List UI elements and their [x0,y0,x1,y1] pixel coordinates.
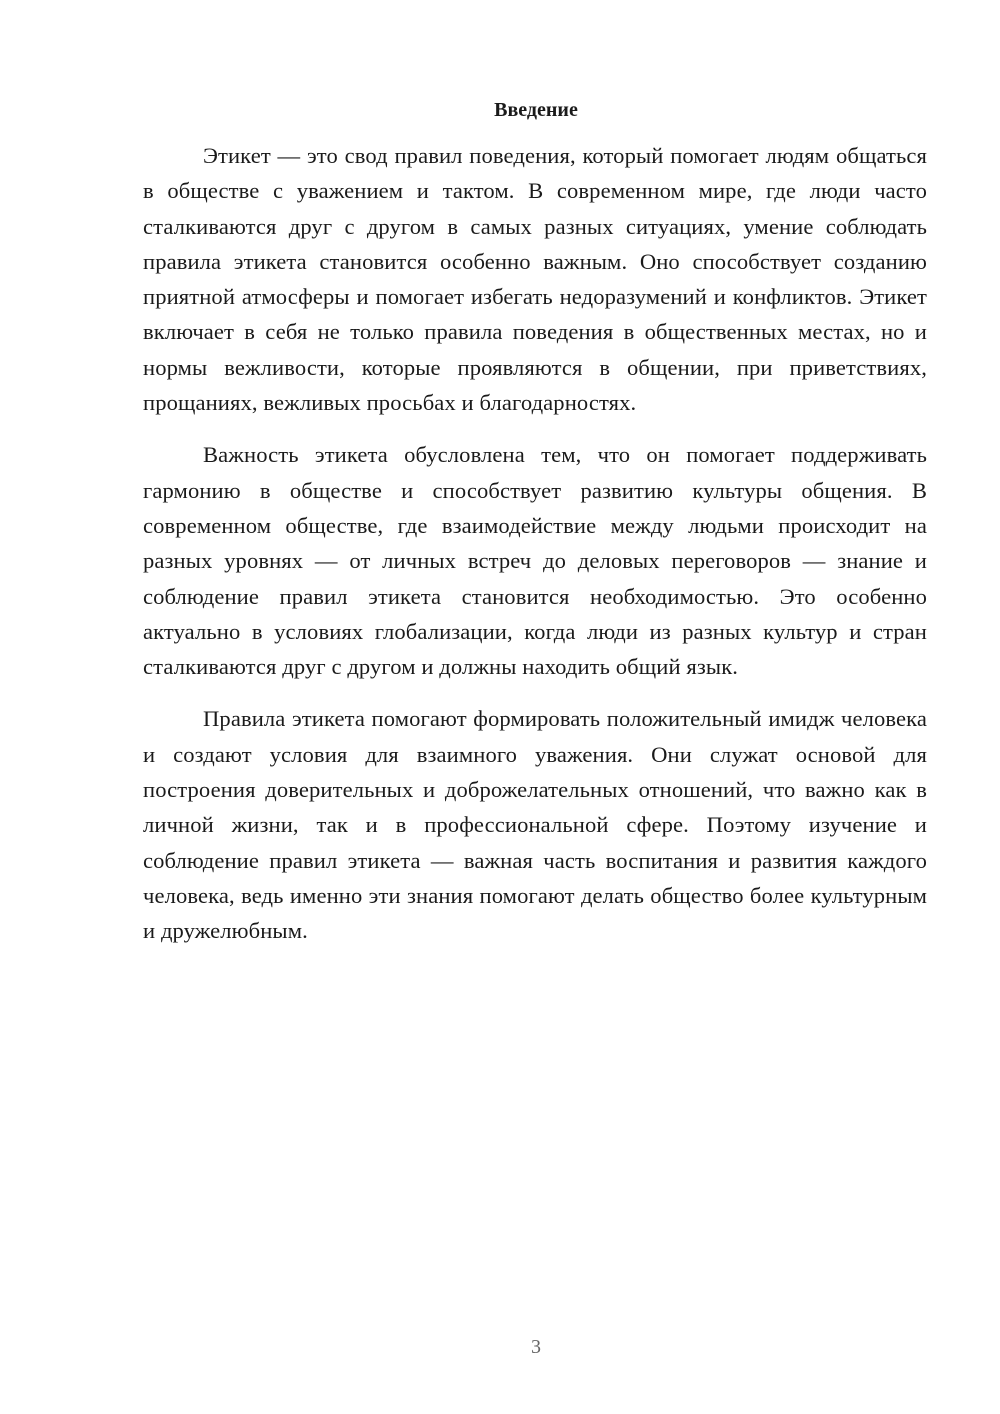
page-number: 3 [531,1336,541,1358]
section-title: Введение [494,99,578,121]
paragraph-1: Этикет — это свод правил поведения, который помогает людям общаться в обществе с уважением и тактом. В современном мире, где люди часто сталкиваются друг с другом в самых разных ситуациях, умение соблюдать правила этикета становится особенно важным. Оно способствует созданию приятной атмосферы и помогает избегать недоразумений и конфликтов. Этикет включает в себя не только правила поведения в общественных местах, но и нормы вежливости, которые проявляются в общении, при приветствиях, прощаниях, вежливых просьбах и благодарностях. [143,143,927,416]
paragraph-2: Важность этикета обусловлена тем, что он помогает поддерживать гармонию в обществе и способствует развитию культуры общения. В современном обществе, где взаимодействие между людьми происходит на разных уровнях — от личных встреч до деловых переговоров — знание и соблюдение правил этикета становится необходимостью. Это особенно актуально в условиях глобализации, когда люди из разных культур и стран сталкиваются друг с другом и должны находить общий язык. [143,442,927,680]
paragraph-3: Правила этикета помогают формировать положительный имидж человека и создают условия для взаимного уважения. Они служат основой для построения доверительных и доброжелательных отношений, что важно как в личной жизни, так и в профессиональной сфере. Поэтому изучение и соблюдение правил этикета — важная часть воспитания и развития каждого человека, ведь именно эти знания помогают делать общество более культурным и дружелюбным. [143,706,927,944]
page-content [143,96,927,949]
